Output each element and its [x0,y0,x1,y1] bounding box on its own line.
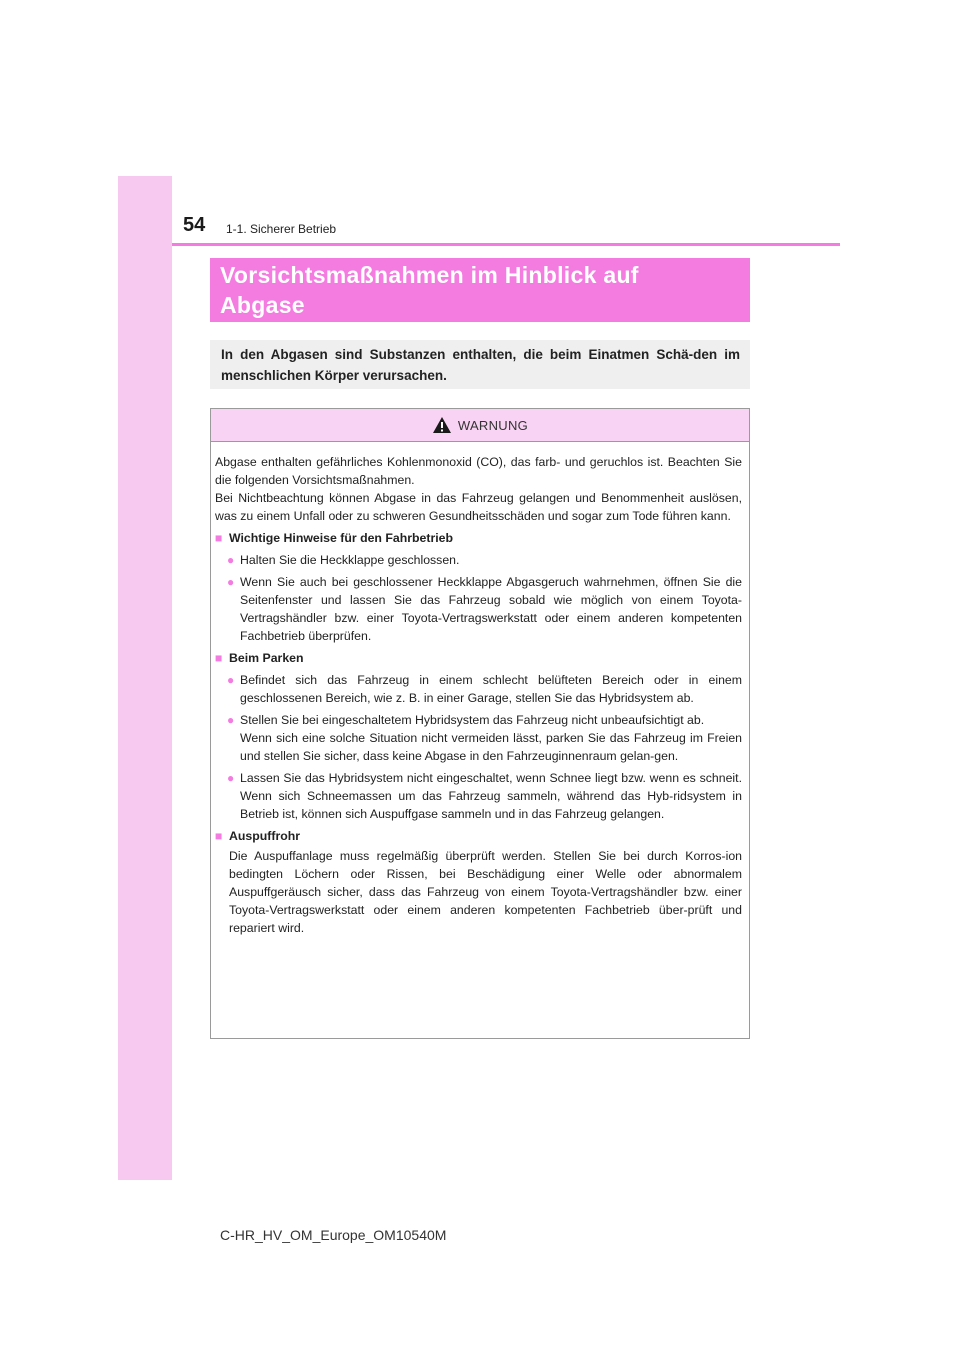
section-title: 1-1. Sicherer Betrieb [226,222,337,236]
circle-bullet-icon: ● [227,771,235,785]
list-item-text: Befindet sich das Fahrzeug in einem schlecht belüfteten Bereich oder in einem geschlossenen Bereich, wie z. B. in einer Garage, stellen Sie das Hybridsystem ab. [240,673,742,705]
list-item [227,573,742,645]
square-bullet-icon: ■ [215,531,223,545]
document-code-footer: C-HR_HV_OM_Europe_OM10540M [220,1227,447,1243]
list-item-text-part-1: Stellen Sie bei eingeschaltetem Hybridsystem das Fahrzeug nicht unbeaufsichtigt ab. [240,713,705,727]
topic-heading-parking [215,649,742,667]
list-item-text: Halten Sie die Heckklappe geschlossen. [240,553,460,567]
warning-paragraph-1: Abgase enthalten gefährliches Kohlenmonoxid (CO), das farb- und geruchlos ist. Beachten Sie die folgenden Vorsichtsmaßnahmen. [215,455,742,487]
page-title-line-2: Abgase [220,292,305,318]
side-color-band [118,176,172,1180]
list-item [227,711,742,765]
list-item-text [240,711,742,765]
warning-triangle-icon [432,416,452,434]
list-item-text: Lassen Sie das Hybridsystem nicht eingeschaltet, wenn Schnee liegt bzw. wenn es schneit. Wenn sich Schneemassen um das Fahrzeug sammeln, während das Hyb-ridsystem in Betrieb ist, können sich Auspuffgase sammeln und in das Fahrzeug gelangen. [240,771,742,821]
topic-heading-parking-text: Beim Parken [229,651,304,665]
header-divider [172,243,840,246]
warning-title: WARNUNG [457,417,529,433]
list-item [227,671,742,707]
topic-heading-driving [215,529,742,547]
warning-header [211,409,749,442]
warning-body [215,453,742,937]
warning-paragraph-2: Bei Nichtbeachtung können Abgase in das Fahrzeug gelangen und Benommenheit auslösen, was zu einem Unfall oder zu schweren Gesundheitsschäden und sogar zum Tode führen kann. [215,491,742,523]
warning-box [210,408,750,1039]
exhaust-pipe-text: Die Auspuffanlage muss regelmäßig überprüft werden. Stellen Sie bei durch Korros-ion bedingten Löchern oder Rissen, bei Beschädigung einer Welle oder abnormalem Auspuffgeräusch sicher, dass das Fahrzeug von einem Toyota-Vertragshändler bzw. einer Toyota-Vertragswerkstatt oder einem anderen kompetenten Fachbetrieb über-prüft und repariert wird. [229,849,742,935]
intro-text: In den Abgasen sind Substanzen enthalten, die beim Einatmen Schä-den im menschlichen Körper verursachen. [210,340,750,389]
circle-bullet-icon: ● [227,575,235,589]
page-number: 54 [183,214,206,236]
list-item [227,769,742,823]
topic-heading-exhaust-pipe-text: Auspuffrohr [229,829,301,843]
circle-bullet-icon: ● [227,553,235,567]
topic-heading-exhaust-pipe [215,827,742,845]
list-item-text-part-2: Wenn sich eine solche Situation nicht vermeiden lässt, parken Sie das Fahrzeug im Freien und stellen Sie sicher, dass keine Abgase in den Fahrzeuginnenraum gelan-gen. [240,731,742,763]
circle-bullet-icon: ● [227,673,235,687]
square-bullet-icon: ■ [215,829,223,843]
page-title [210,258,750,322]
list-item-text: Wenn Sie auch bei geschlossener Heckklappe Abgasgeruch wahrnehmen, öffnen Sie die Seitenfenster und lassen Sie das Fahrzeug sobald wie möglich von einem Toyota-Vertragshändler bzw. einer Toyota-Vertragswerkstatt oder einem anderen kompetenten Fachbetrieb überprüfen. [240,575,742,643]
square-bullet-icon: ■ [215,651,223,665]
list-item [227,551,742,569]
page-title-line-1: Vorsichtsmaßnahmen im Hinblick auf [220,262,639,288]
circle-bullet-icon: ● [227,713,235,727]
topic-heading-driving-text: Wichtige Hinweise für den Fahrbetrieb [229,531,453,545]
